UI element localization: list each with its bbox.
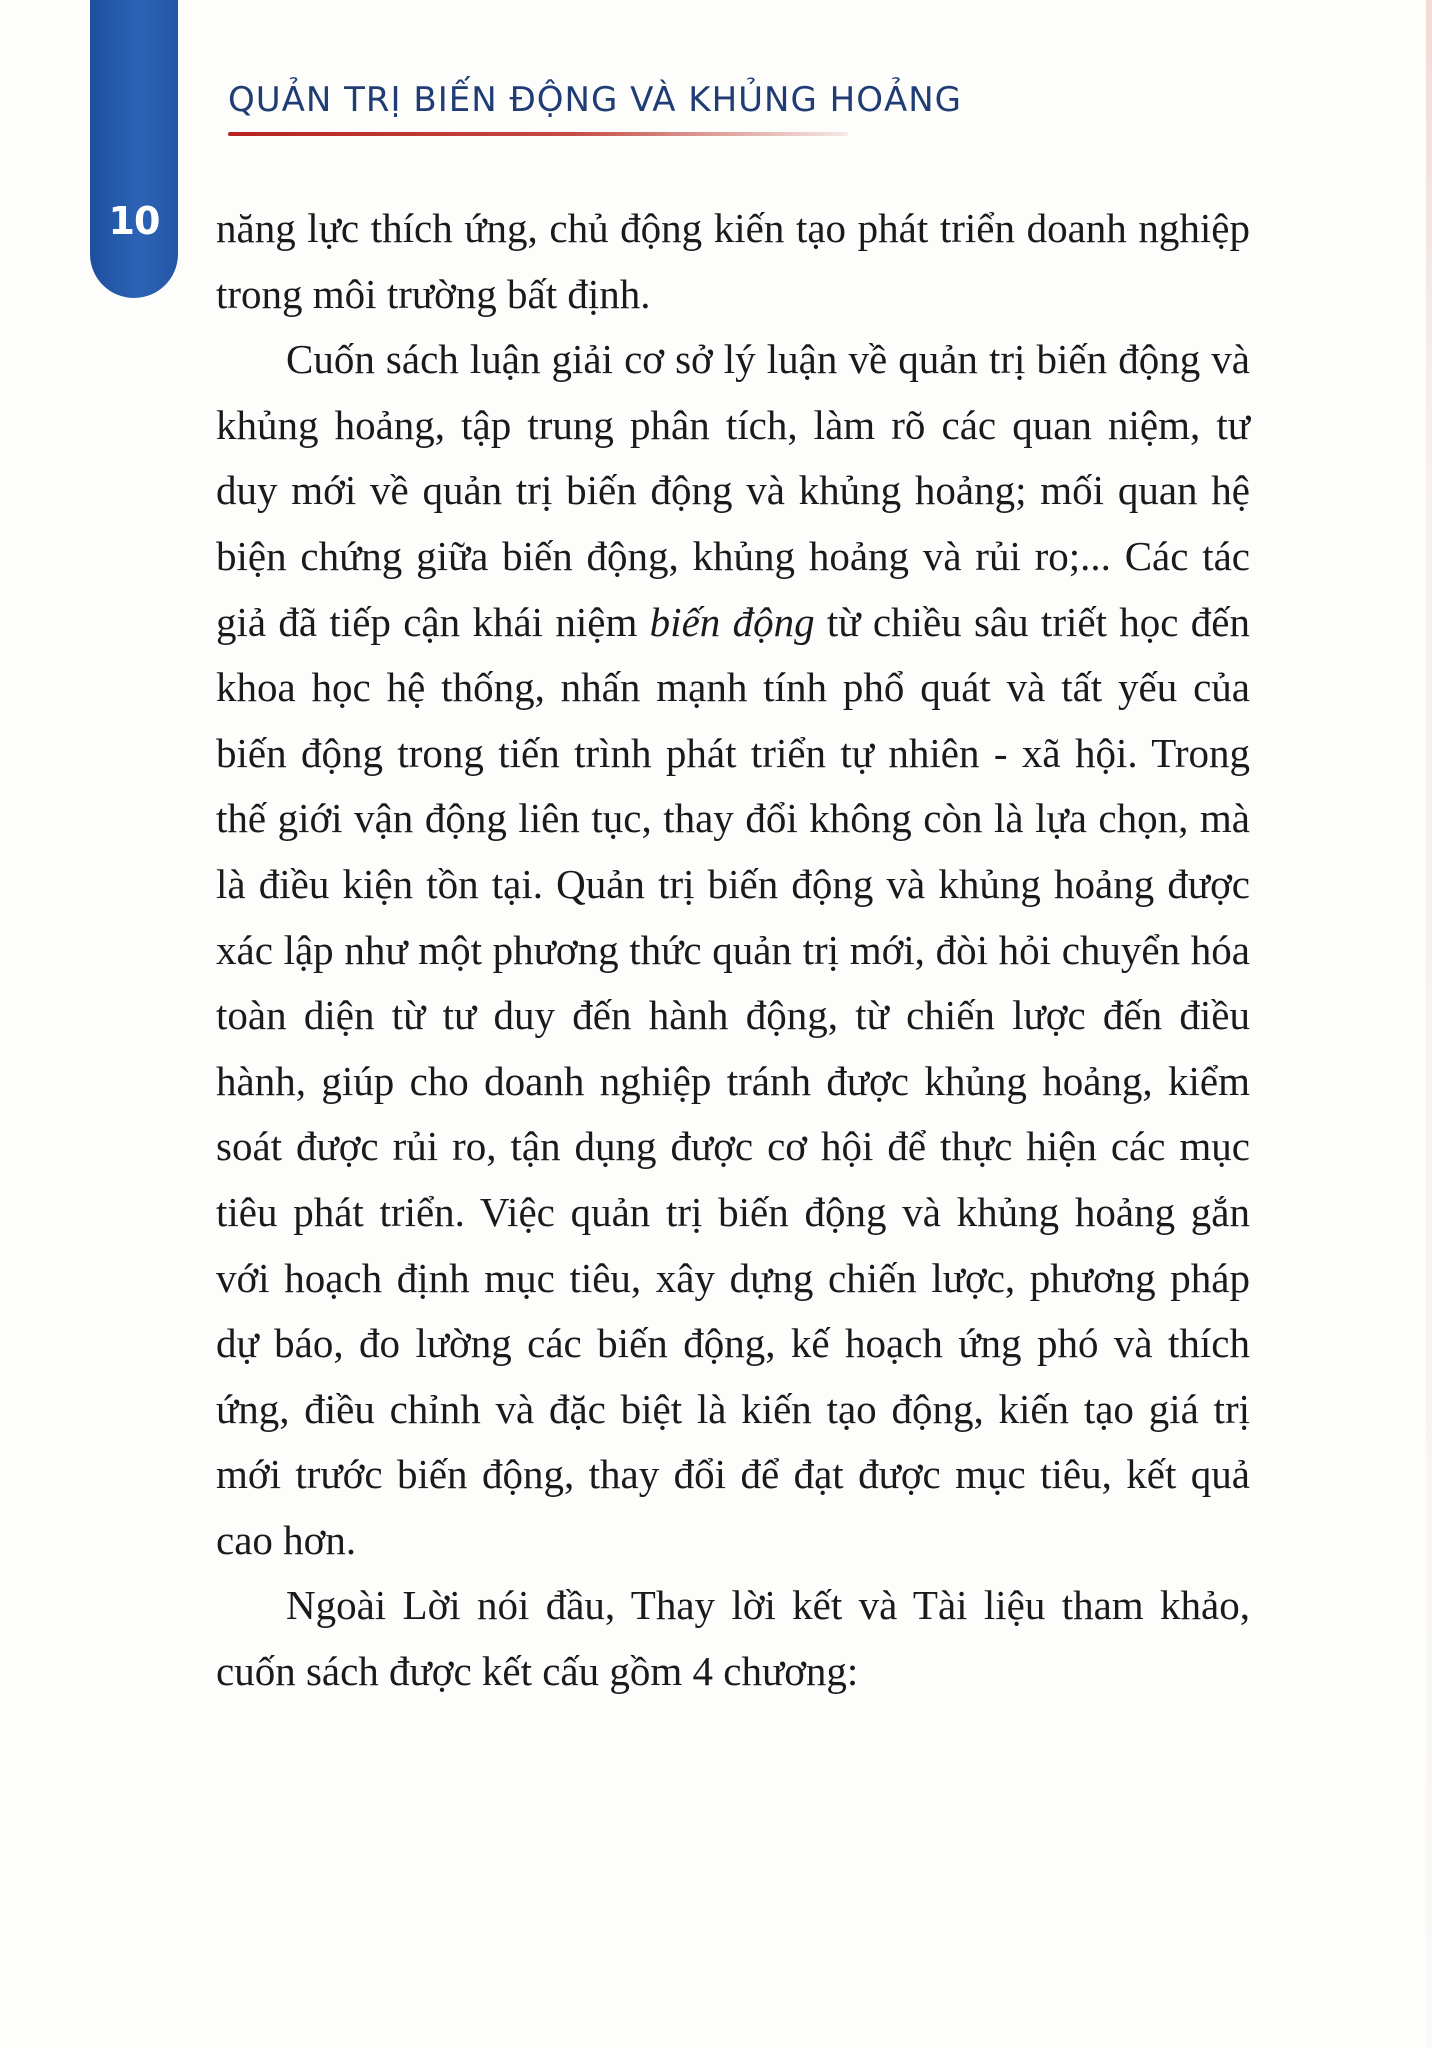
page-number-tab (90, 0, 178, 298)
body-text (216, 196, 1250, 1705)
paragraph-text-start: Cuốn sách luận giải cơ sở lý luận về quản trị biến động và khủng hoảng, tập trung phân tích, làm rõ các quan niệm, tư duy mới về quản trị biến động và khủng hoảng; mối quan hệ biện chứng giữa biến động, khủng hoảng và rủi ro;... Các tác giả đã tiếp cận khái niệm (216, 336, 1250, 645)
paragraph-text-end: từ chiều sâu triết học đến khoa học hệ thống, nhấn mạnh tính phổ quát và tất yếu của biến động trong tiến trình phát triển tự nhiên - xã hội. Trong thế giới vận động liên tục, thay đổi không còn là lựa chọn, mà là điều kiện tồn tại. Quản trị biến động và khủng hoảng được xác lập như một phương thức quản trị mới, đòi hỏi chuyển hóa toàn diện từ tư duy đến hành động, từ chiến lược đến điều hành, giúp cho doanh nghiệp tránh được khủng hoảng, kiểm soát được rủi ro, tận dụng được cơ hội để thực hiện các mục tiêu phát triển. Việc quản trị biến động và khủng hoảng gắn với hoạch định mục tiêu, xây dựng chiến lược, phương pháp dự báo, đo lường các biến động, kế hoạch ứng phó và thích ứng, điều chỉnh và đặc biệt là kiến tạo động, kiến tạo giá trị mới trước biến động, thay đổi để đạt được mục tiêu, kết quả cao hơn. (216, 598, 1250, 1563)
header-divider (228, 132, 848, 136)
paragraph-continuation: năng lực thích ứng, chủ động kiến tạo phát triển doanh nghiệp trong môi trường bất định. (216, 205, 1250, 317)
running-header-title: QUẢN TRỊ BIẾN ĐỘNG VÀ KHỦNG HOẢNG (228, 80, 963, 120)
paragraph-structure-intro: Ngoài Lời nói đầu, Thay lời kết và Tài liệu tham khảo, cuốn sách được kết cấu gồm 4 chương: (216, 1582, 1250, 1695)
page-number: 10 (108, 199, 160, 243)
paragraph-book-summary (216, 327, 1250, 1573)
italic-term: biến động (649, 598, 815, 645)
page-edge (1426, 0, 1432, 2048)
